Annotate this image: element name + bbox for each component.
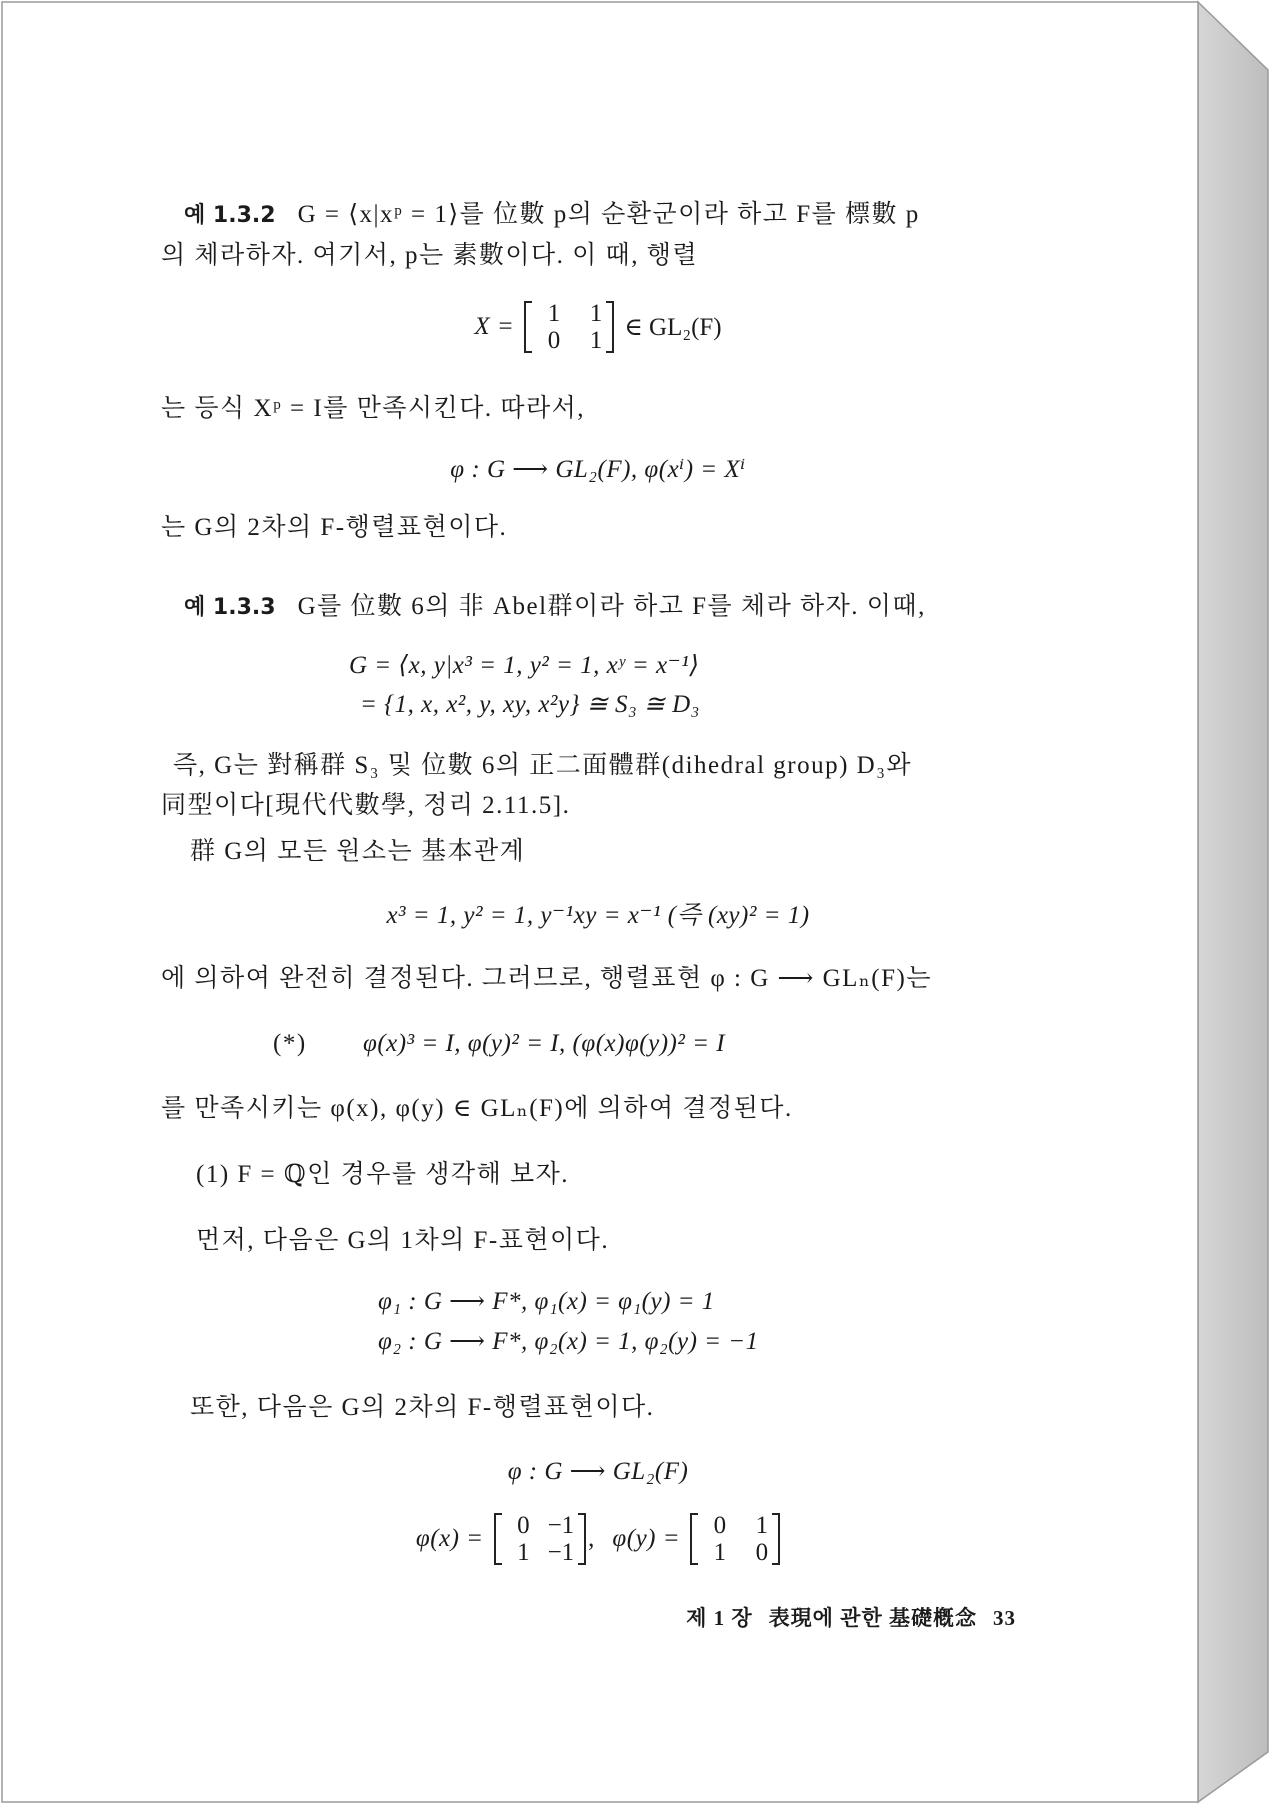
paragraph-isomorphism-line-2: 同型이다[現代代數學, 정리 2.11.5].	[161, 792, 571, 819]
matrix-cell: 1	[517, 1539, 530, 1566]
group-presentation: G = ⟨x, y|x³ = 1, y² = 1, xʸ = x⁻¹⟩	[349, 652, 700, 679]
matrix-separator: ,	[588, 1525, 595, 1552]
example-1-3-2-formula: φ : G ⟶ GL₂(F), φ(xⁱ) = Xⁱ	[450, 456, 746, 483]
matrix-cell: 0	[755, 1539, 769, 1566]
paragraph-determined: 를 만족시키는 φ(x), φ(y) ∈ GLₙ(F)에 의하여 결정된다.	[161, 1095, 793, 1122]
footer-chapter-title: 表現에 관한 基礎槪念	[768, 1606, 977, 1630]
example-1-3-2-text-1: G = ⟨x|xᵖ = 1⟩를 位數 p의 순환군이라 하고 F를 標數 p	[297, 201, 920, 228]
example-1-3-2-line-3: 는 등식 Xᵖ = I를 만족시킨다. 따라서,	[161, 395, 586, 422]
representation-phi-2: φ₂ : G ⟶ F*, φ₂(x) = 1, φ₂(y) = −1	[378, 1328, 759, 1355]
phi-y-lhs: φ(y) =	[612, 1525, 681, 1552]
representation-phi: φ : G ⟶ GL₂(F)	[507, 1458, 689, 1485]
paragraph-degree-1: 먼저, 다음은 G의 1차의 F-표현이다.	[196, 1227, 610, 1254]
example-1-3-2-line-1	[184, 200, 920, 231]
matrix-X-rhs: ∈ GL₂(F)	[624, 314, 722, 341]
matrix-phi-y	[690, 1512, 780, 1566]
example-1-3-3-line-1	[184, 592, 926, 623]
matrix-cell: 0	[547, 327, 561, 354]
matrix-phi-x	[494, 1512, 587, 1566]
defining-relations: x³ = 1, y² = 1, y⁻¹xy = x⁻¹ (즉 (xy)² = 1)	[386, 902, 810, 929]
page-edge-shading	[1198, 2, 1268, 1802]
matrix-X	[524, 300, 614, 354]
matrix-cell: 0	[713, 1512, 727, 1539]
example-1-3-2-line-2: 의 체라하자. 여기서, p는 素數이다. 이 때, 행렬	[161, 242, 699, 269]
paragraph-degree-2: 또한, 다음은 G의 2차의 F-행렬표현이다.	[190, 1394, 655, 1421]
book-page	[2, 2, 1198, 1802]
footer-chapter: 제 1 장	[686, 1606, 753, 1630]
equation-star: φ(x)³ = I, φ(y)² = I, (φ(x)φ(y))² = I	[363, 1030, 726, 1057]
paragraph-isomorphism-line-1: 즉, G는 對稱群 S₃ 및 位數 6의 正二面體群(dihedral group) D₃와	[173, 752, 913, 779]
matrix-cell: −1	[547, 1512, 575, 1539]
paragraph-relations-intro: 群 G의 모든 원소는 基本관계	[190, 838, 526, 865]
example-1-3-3-text-1: G를 位數 6의 非 Abel群이라 하고 F를 체라 하자. 이때,	[297, 593, 926, 620]
matrix-cell: 0	[517, 1512, 530, 1539]
equation-star-label: (*)	[273, 1030, 307, 1057]
page-number: 33	[993, 1606, 1016, 1630]
example-1-3-2-line-4: 는 G의 2차의 F-행렬표현이다.	[161, 514, 508, 541]
paragraph-representation: 에 의하여 완전히 결정된다. 그러므로, 행렬표현 φ : G ⟶ GLₙ(F)는	[161, 965, 932, 992]
matrix-cell: 1	[547, 300, 561, 327]
matrix-X-lhs: X =	[474, 313, 515, 340]
matrix-cell: −1	[547, 1539, 575, 1566]
matrix-X-equation	[2, 298, 1194, 356]
example-1-3-2-label: 예 1.3.2	[184, 203, 276, 228]
matrix-cell: 1	[755, 1512, 769, 1539]
matrix-cell: 1	[589, 300, 603, 327]
matrix-cell: 1	[713, 1539, 727, 1566]
representation-phi-1: φ₁ : G ⟶ F*, φ₁(x) = φ₁(y) = 1	[378, 1288, 715, 1315]
page-footer	[670, 1602, 1016, 1632]
phi-x-lhs: φ(x) =	[415, 1525, 484, 1552]
matrix-phi-equations	[2, 1508, 1194, 1570]
case-1-heading: (1) F = ℚ인 경우를 생각해 보자.	[196, 1161, 570, 1188]
matrix-cell: 1	[589, 327, 603, 354]
example-1-3-3-label: 예 1.3.3	[184, 595, 276, 620]
group-elements: = {1, x, x², y, xy, x²y} ≅ S₃ ≅ D₃	[360, 691, 700, 718]
